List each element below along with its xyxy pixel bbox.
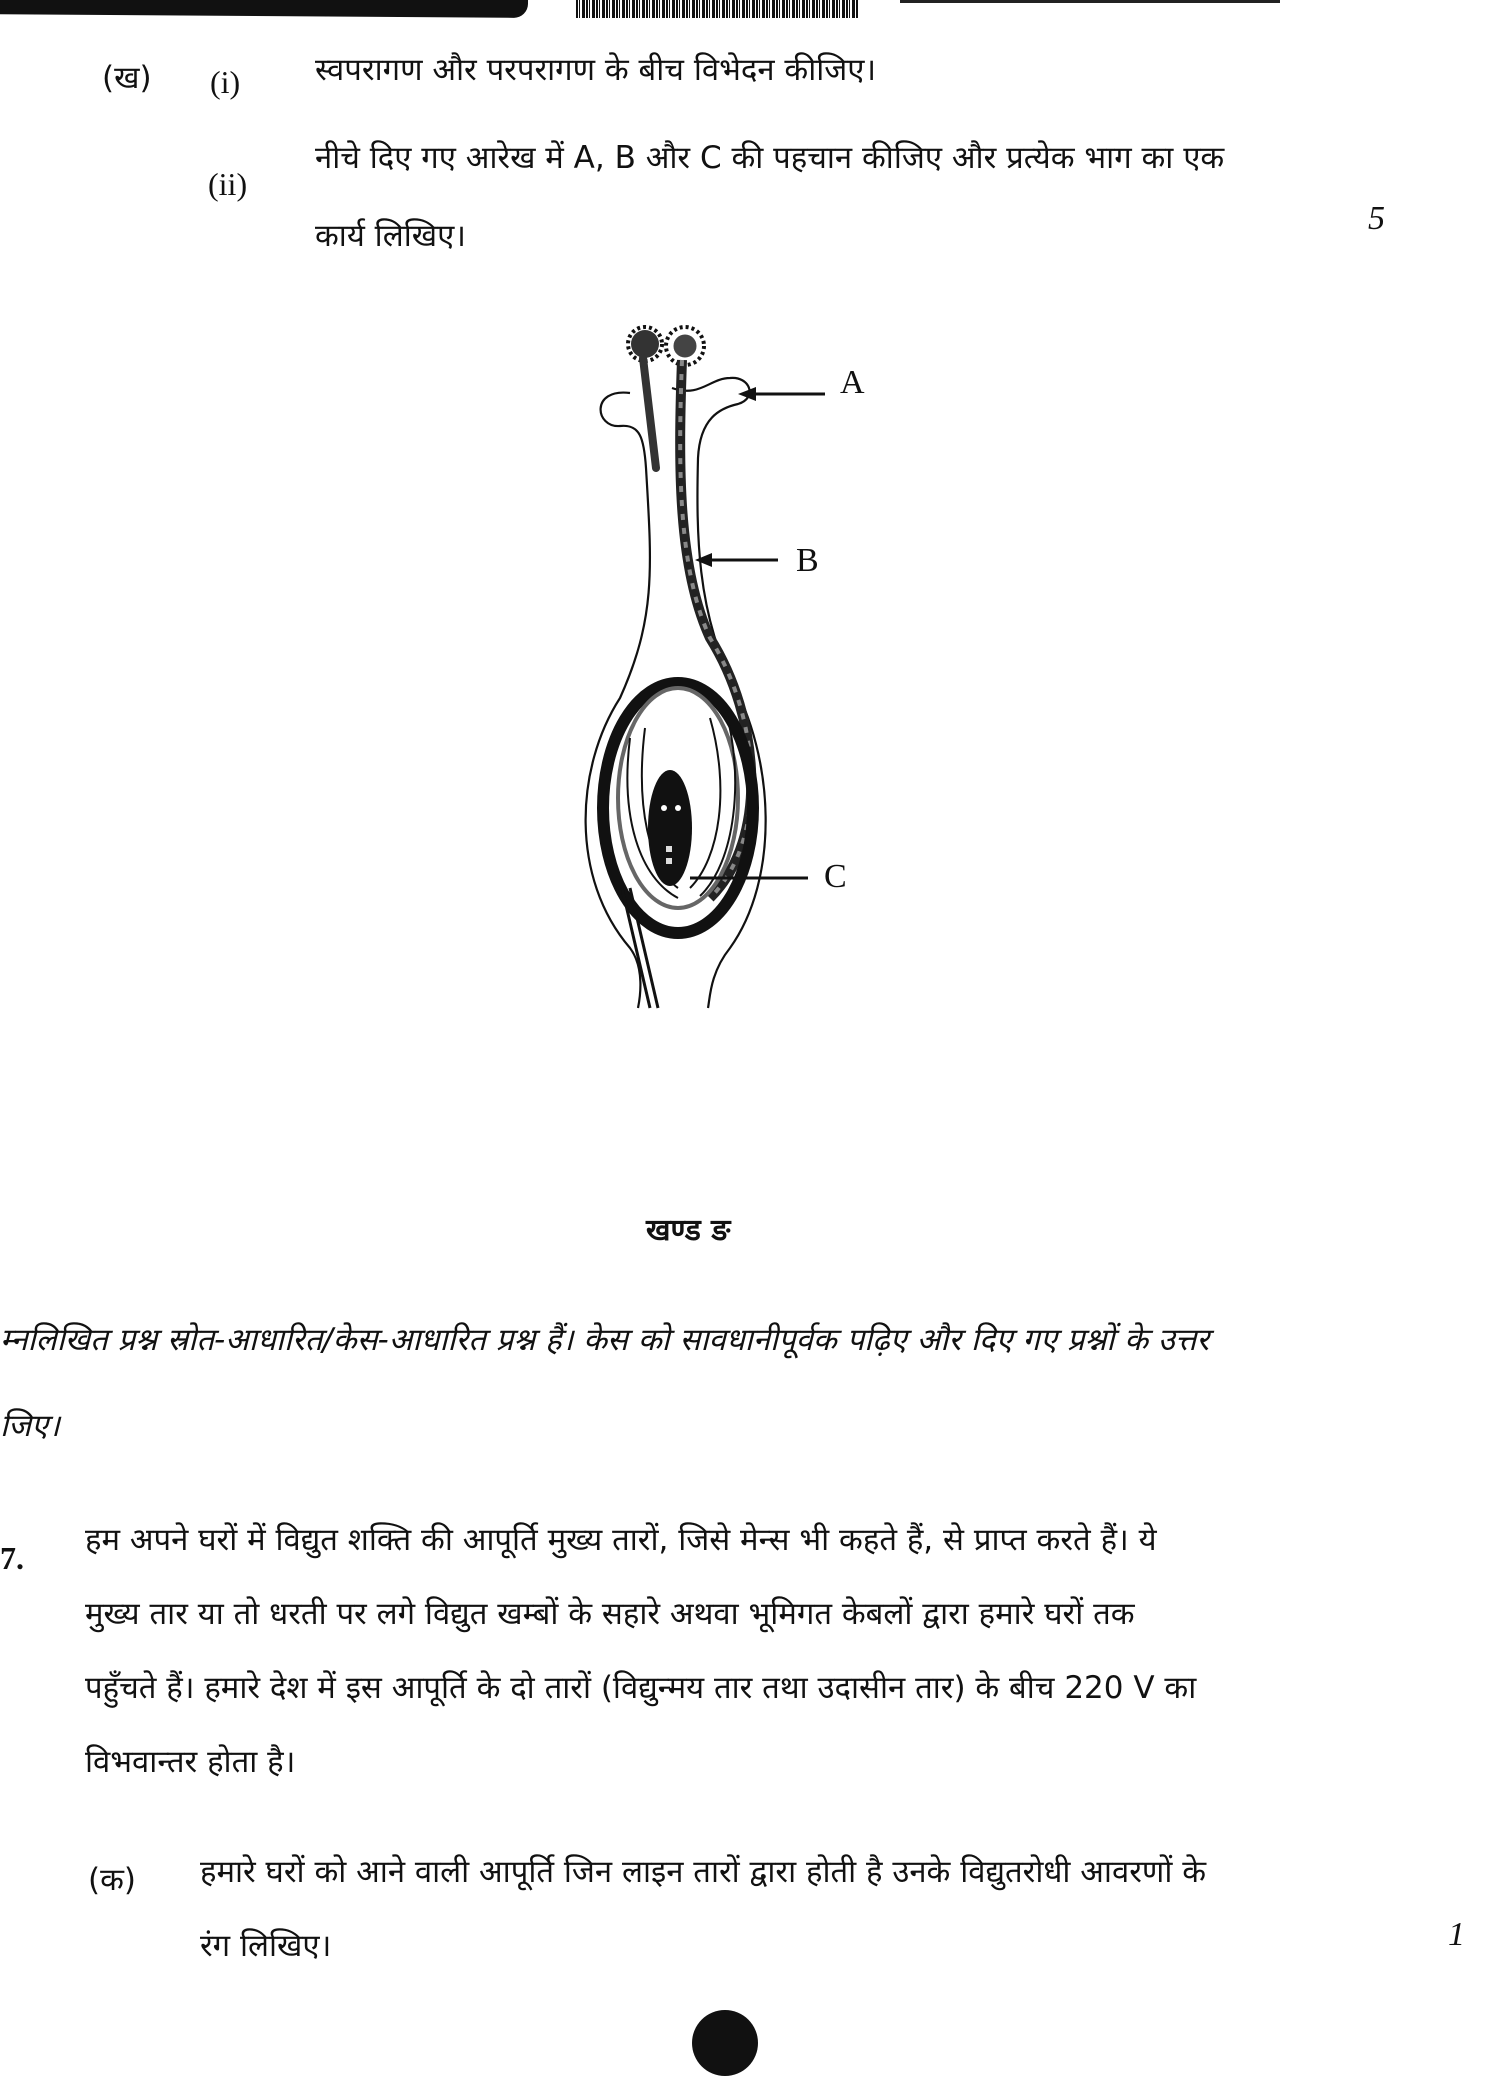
barcode	[576, 0, 858, 18]
question-17-line2: मुख्य तार या तो धरती पर लगे विद्युत खम्बों के सहारे अथवा भूमिगत केबलों द्वारा हमारे घरों तक	[85, 1596, 1135, 1632]
section-title: खण्ड ङ	[646, 1213, 731, 1248]
question-b-label: (ख)	[102, 60, 152, 96]
page-number-dot	[692, 2010, 758, 2076]
arrow-b-icon	[695, 553, 712, 567]
question-17-line4: विभवान्तर होता है।	[85, 1744, 296, 1780]
header-black-bar	[0, 0, 528, 18]
sub-question-a-label: (क)	[88, 1862, 136, 1898]
header-rule	[900, 0, 1280, 3]
part-ii-label: (ii)	[208, 166, 248, 202]
question-17-line1: हम अपने घरों में विद्युत शक्ति की आपूर्ति मुख्य तारों, जिसे मेन्स भी कहते हैं, से प्राप्त करते हैं। ये	[85, 1522, 1157, 1558]
sub-question-a-line2: रंग लिखिए।	[200, 1928, 332, 1964]
sub-question-a-line1: हमारे घरों को आने वाली आपूर्ति जिन लाइन तारों द्वारा होती है उनके विद्युतरोधी आवरणों के	[200, 1854, 1207, 1890]
question-b-marks: 5	[1368, 200, 1385, 237]
diagram-label-c: C	[824, 858, 847, 895]
part-i-text: स्वपरागण और परपरागण के बीच विभेदन कीजिए।	[315, 52, 877, 88]
section-instruction-line2: जिए।	[0, 1408, 60, 1444]
part-i-label: (i)	[210, 64, 241, 100]
pistil-diagram	[560, 318, 880, 1018]
sub-question-a-marks: 1	[1448, 1916, 1465, 1953]
diagram-label-b: B	[796, 542, 819, 579]
question-17-line3: पहुँचते हैं। हमारे देश में इस आपूर्ति के दो तारों (विद्युन्मय तार तथा उदासीन तार) के बीच 220 V का	[85, 1670, 1197, 1706]
part-ii-text-line1: नीचे दिए गए आरेख में A, B और C की पहचान कीजिए और प्रत्येक भाग का एक	[315, 140, 1225, 176]
diagram-label-a: A	[840, 364, 865, 401]
question-number: 7.	[0, 1540, 24, 1576]
part-ii-text-line2: कार्य लिखिए।	[315, 218, 466, 254]
section-instruction-line1: म्नलिखित प्रश्न स्रोत-आधारित/केस-आधारित प्रश्न हैं। केस को सावधानीपूर्वक पढ़िए और दिए गए प्रश्नों के उत्तर	[0, 1322, 1210, 1358]
